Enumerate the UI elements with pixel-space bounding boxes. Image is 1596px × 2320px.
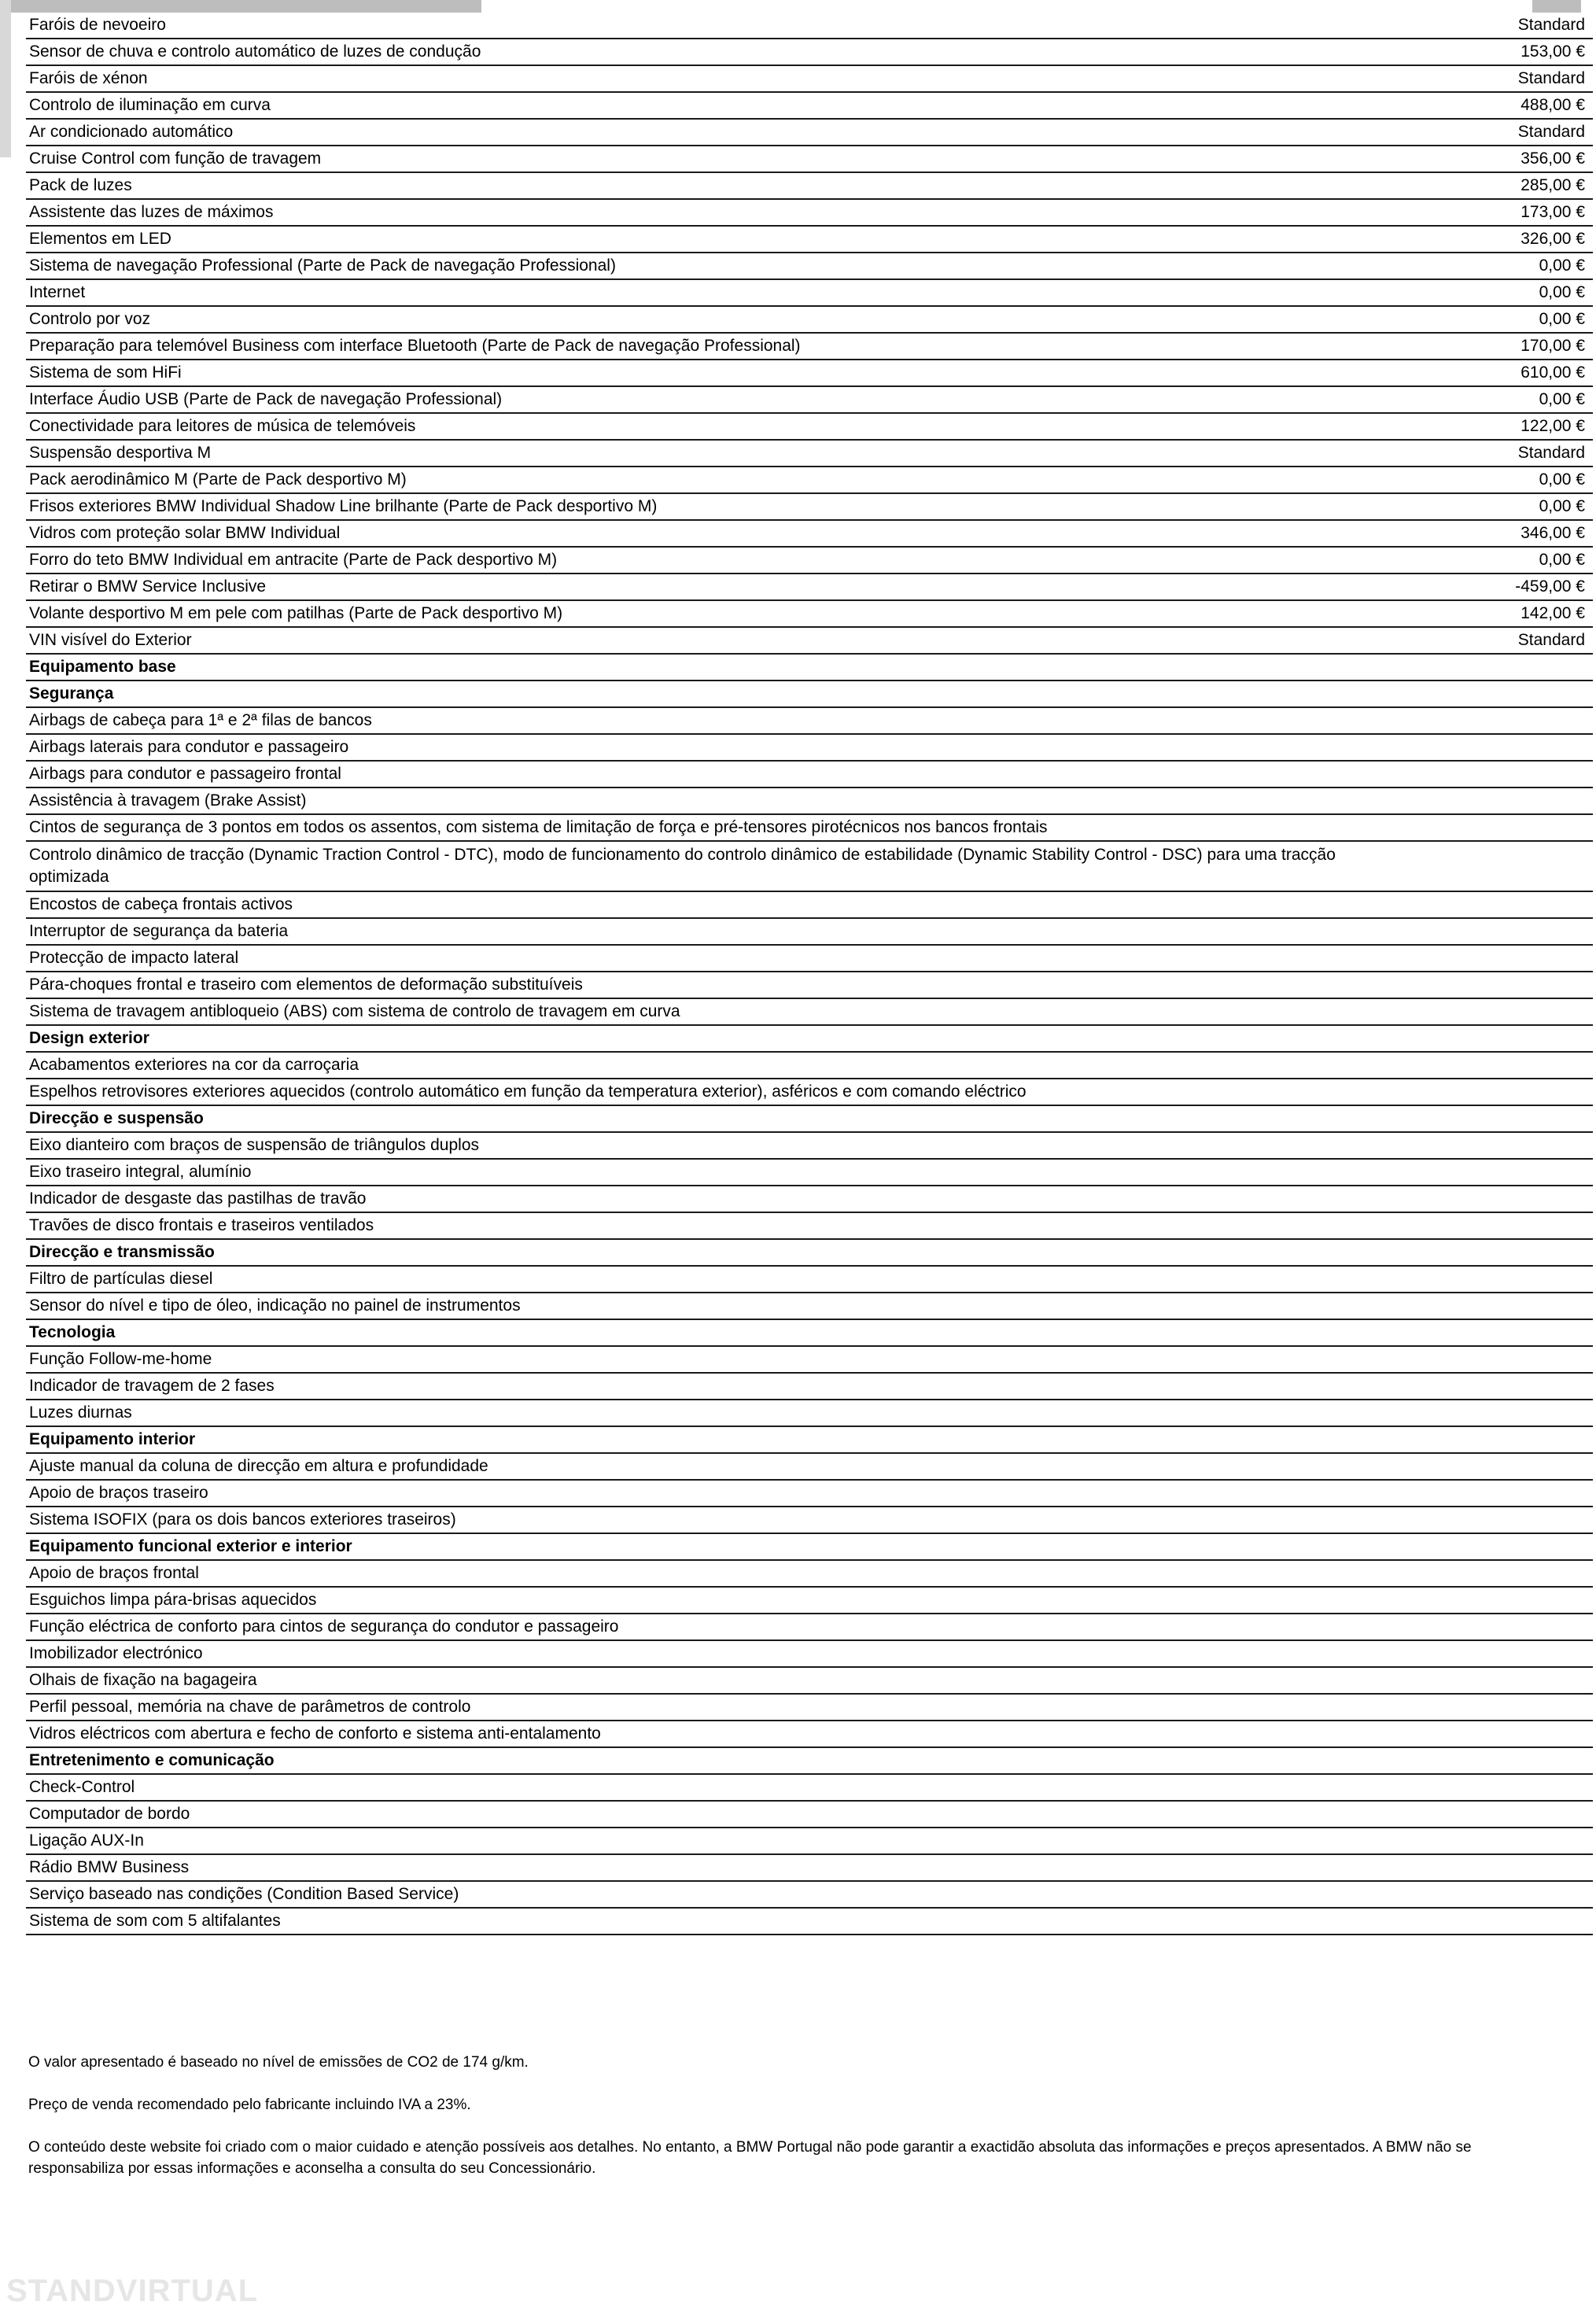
equipment-label: Serviço baseado nas condições (Condition Based Service) [29,1885,459,1903]
equipment-price: 326,00 € [1520,230,1585,248]
equipment-row [26,1267,1593,1293]
equipment-row [26,972,1593,999]
equipment-label: Sensor do nível e tipo de óleo, indicação no painel de instrumentos [29,1296,521,1315]
equipment-label: Perfil pessoal, memória na chave de parâmetros de controlo [29,1698,471,1716]
equipment-label: Ar condicionado automático [29,123,234,141]
equipment-price: Standard [1517,69,1585,87]
equipment-label: Filtro de partículas diesel [29,1270,213,1288]
equipment-price: 0,00 € [1539,470,1585,489]
equipment-row [26,467,1593,494]
section-heading-row [26,1320,1593,1347]
equipment-label: Cintos de segurança de 3 pontos em todos os assentos, com sistema de limitação de força e pré-tensores pirotécnicos nos bancos frontais [29,818,1048,836]
equipment-label: Interruptor de segurança da bateria [29,922,289,940]
equipment-label: Faróis de xénon [29,69,148,87]
equipment-row [26,735,1593,762]
equipment-label: Suspensão desportiva M [29,444,212,462]
note-co2: O valor apresentado é baseado no nível de emissões de CO2 de 174 g/km. [28,2054,529,2071]
equipment-label: Eixo dianteiro com braços de suspensão de triângulos duplos [29,1136,480,1154]
equipment-row [26,1160,1593,1186]
equipment-row [26,1481,1593,1507]
equipment-row [26,628,1593,655]
equipment-label: Cruise Control com função de travagem [29,149,322,168]
section-title: Equipamento base [29,658,176,676]
equipment-price: 170,00 € [1520,337,1585,355]
section-heading-row [26,1427,1593,1454]
equipment-label: Encostos de cabeça frontais activos [29,895,293,913]
equipment-label: Rádio BMW Business [29,1858,190,1876]
equipment-row [26,842,1593,892]
equipment-label: Frisos exteriores BMW Individual Shadow Line brilhante (Parte de Pack desportivo M) [29,497,658,515]
equipment-label: Airbags para condutor e passageiro frontal [29,765,341,783]
equipment-price: 0,00 € [1539,283,1585,301]
equipment-label: Função eléctrica de conforto para cintos de segurança do condutor e passageiro [29,1617,619,1636]
equipment-row [26,1186,1593,1213]
section-title: Direcção e suspensão [29,1109,204,1127]
watermark-logo: STANDVIRTUAL [6,2274,259,2308]
equipment-price: Standard [1517,16,1585,34]
top-gray-bar-right [1532,0,1581,13]
equipment-row [26,999,1593,1026]
equipment-row [26,1668,1593,1695]
equipment-row [26,1400,1593,1427]
left-gray-edge [0,0,11,157]
equipment-label: Eixo traseiro integral, alumínio [29,1163,252,1181]
equipment-label: Esguichos limpa pára-brisas aquecidos [29,1591,317,1609]
equipment-row [26,521,1593,548]
equipment-row [26,120,1593,146]
equipment-label: Assistente das luzes de máximos [29,203,274,221]
equipment-label: Protecção de impacto lateral [29,949,239,967]
equipment-label: Sistema de navegação Professional (Parte de Pack de navegação Professional) [29,256,616,275]
equipment-label: Apoio de braços frontal [29,1564,199,1582]
equipment-label: Volante desportivo M em pele com patilhas (Parte de Pack desportivo M) [29,604,563,622]
footnotes [28,2052,1570,2200]
equipment-price: 610,00 € [1520,363,1585,382]
equipment-label: Controlo dinâmico de tracção (Dynamic Traction Control - DTC), modo de funcionamento do controlo dinâmico de estabilidade (Dynamic Stability Control - DSC) para uma tracção optimizada [29,846,1336,886]
equipment-label: Interface Áudio USB (Parte de Pack de navegação Professional) [29,390,503,408]
equipment-label: Preparação para telemóvel Business com interface Bluetooth (Parte de Pack de navegação Professional) [29,337,801,355]
equipment-label: Computador de bordo [29,1805,190,1823]
section-title: Design exterior [29,1029,149,1047]
equipment-label: Sistema de travagem antibloqueio (ABS) com sistema de controlo de travagem em curva [29,1002,680,1020]
equipment-label: Internet [29,283,86,301]
section-heading-row [26,1748,1593,1775]
equipment-row [26,1909,1593,1935]
equipment-row [26,360,1593,387]
equipment-row [26,601,1593,628]
equipment-price: 153,00 € [1520,42,1585,61]
equipment-row [26,892,1593,919]
equipment-price: 0,00 € [1539,390,1585,408]
equipment-label: Pack aerodinâmico M (Parte de Pack desportivo M) [29,470,407,489]
equipment-row [26,1802,1593,1828]
equipment-label: Luzes diurnas [29,1403,132,1422]
equipment-row [26,200,1593,227]
equipment-label: Sistema de som com 5 altifalantes [29,1912,281,1930]
equipment-row [26,1775,1593,1802]
equipment-row [26,66,1593,93]
section-heading-row [26,1026,1593,1053]
equipment-row [26,146,1593,173]
equipment-price: 0,00 € [1539,497,1585,515]
equipment-price: 285,00 € [1520,176,1585,194]
equipment-label: Acabamentos exteriores na cor da carroçaria [29,1056,359,1074]
equipment-row [26,307,1593,334]
equipment-row [26,1721,1593,1748]
equipment-label: Forro do teto BMW Individual em antracite (Parte de Pack desportivo M) [29,551,558,569]
equipment-list [26,13,1593,1935]
section-title: Segurança [29,684,114,703]
equipment-row [26,441,1593,467]
section-heading-row [26,1106,1593,1133]
section-heading-row [26,681,1593,708]
equipment-label: Sensor de chuva e controlo automático de luzes de condução [29,42,481,61]
equipment-row [26,414,1593,441]
equipment-row [26,788,1593,815]
equipment-label: Função Follow-me-home [29,1350,212,1368]
equipment-label: VIN visível do Exterior [29,631,192,649]
equipment-row [26,13,1593,39]
note-price-vat: Preço de venda recomendado pelo fabricante incluindo IVA a 23%. [28,2097,471,2113]
equipment-row [26,387,1593,414]
equipment-row [26,1079,1593,1106]
equipment-row [26,708,1593,735]
section-heading-row [26,1240,1593,1267]
equipment-row [26,1855,1593,1882]
equipment-label: Sistema ISOFIX (para os dois bancos exteriores traseiros) [29,1510,456,1529]
section-title: Equipamento interior [29,1430,196,1448]
equipment-label: Elementos em LED [29,230,171,248]
equipment-row [26,1053,1593,1079]
equipment-row [26,1293,1593,1320]
equipment-price: 0,00 € [1539,256,1585,275]
equipment-row [26,494,1593,521]
equipment-row [26,334,1593,360]
equipment-price: 0,00 € [1539,551,1585,569]
equipment-label: Ligação AUX-In [29,1831,144,1850]
equipment-label: Indicador de travagem de 2 fases [29,1377,275,1395]
equipment-label: Check-Control [29,1778,135,1796]
equipment-row [26,253,1593,280]
equipment-label: Imobilizador electrónico [29,1644,203,1662]
section-heading-row [26,1534,1593,1561]
equipment-row [26,1561,1593,1588]
equipment-row [26,280,1593,307]
equipment-row [26,919,1593,946]
equipment-price: 488,00 € [1520,96,1585,114]
equipment-row [26,227,1593,253]
equipment-row [26,548,1593,574]
equipment-label: Controlo de iluminação em curva [29,96,271,114]
equipment-row [26,173,1593,200]
equipment-label: Pára-choques frontal e traseiro com elementos de deformação substituíveis [29,976,583,994]
equipment-label: Controlo por voz [29,310,151,328]
section-title: Tecnologia [29,1323,116,1341]
equipment-row [26,1828,1593,1855]
equipment-label: Espelhos retrovisores exteriores aquecidos (controlo automático em função da temperatura exterior), asféricos e com comando eléctrico [29,1083,1027,1101]
equipment-label: Conectividade para leitores de música de telemóveis [29,417,416,435]
equipment-row [26,946,1593,972]
section-title: Direcção e transmissão [29,1243,215,1261]
equipment-row [26,1507,1593,1534]
equipment-label: Airbags de cabeça para 1ª e 2ª filas de bancos [29,711,372,729]
equipment-label: Airbags laterais para condutor e passageiro [29,738,349,756]
equipment-label: Faróis de nevoeiro [29,16,166,34]
equipment-label: Vidros com proteção solar BMW Individual [29,524,341,542]
equipment-price: -459,00 € [1515,577,1585,596]
equipment-price: Standard [1517,444,1585,462]
note-disclaimer: O conteúdo deste website foi criado com o maior cuidado e atenção possíveis aos detalhes. No entanto, a BMW Portugal não pode garantir a exactidão absoluta das informações e preços apresentados. A BMW não se responsabiliza por essas informações e aconselha a consulta do seu Concessionário. [28,2139,1472,2177]
equipment-row [26,39,1593,66]
equipment-row [26,1641,1593,1668]
equipment-price: 346,00 € [1520,524,1585,542]
equipment-price: 0,00 € [1539,310,1585,328]
equipment-price: Standard [1517,631,1585,649]
equipment-row [26,1588,1593,1614]
section-heading-row [26,655,1593,681]
equipment-row [26,762,1593,788]
equipment-label: Olhais de fixação na bagageira [29,1671,257,1689]
equipment-row [26,1882,1593,1909]
equipment-row [26,1133,1593,1160]
equipment-row [26,574,1593,601]
equipment-label: Indicador de desgaste das pastilhas de travão [29,1190,367,1208]
equipment-label: Vidros eléctricos com abertura e fecho de conforto e sistema anti-entalamento [29,1724,601,1743]
equipment-row [26,1347,1593,1374]
equipment-row [26,93,1593,120]
equipment-price: 122,00 € [1520,417,1585,435]
equipment-label: Travões de disco frontais e traseiros ventilados [29,1216,374,1234]
equipment-row [26,1374,1593,1400]
equipment-row [26,1695,1593,1721]
equipment-label: Apoio de braços traseiro [29,1484,208,1502]
equipment-row [26,1454,1593,1481]
section-title: Equipamento funcional exterior e interior [29,1537,352,1555]
equipment-label: Retirar o BMW Service Inclusive [29,577,267,596]
equipment-row [26,815,1593,842]
equipment-row [26,1614,1593,1641]
equipment-label: Sistema de som HiFi [29,363,182,382]
equipment-label: Assistência à travagem (Brake Assist) [29,791,307,810]
section-title: Entretenimento e comunicação [29,1751,275,1769]
equipment-price: 142,00 € [1520,604,1585,622]
equipment-label: Pack de luzes [29,176,132,194]
equipment-price: Standard [1517,123,1585,141]
equipment-label: Ajuste manual da coluna de direcção em altura e profundidade [29,1457,488,1475]
top-gray-bar-left [0,0,481,13]
equipment-row [26,1213,1593,1240]
equipment-price: 173,00 € [1520,203,1585,221]
equipment-price: 356,00 € [1520,149,1585,168]
